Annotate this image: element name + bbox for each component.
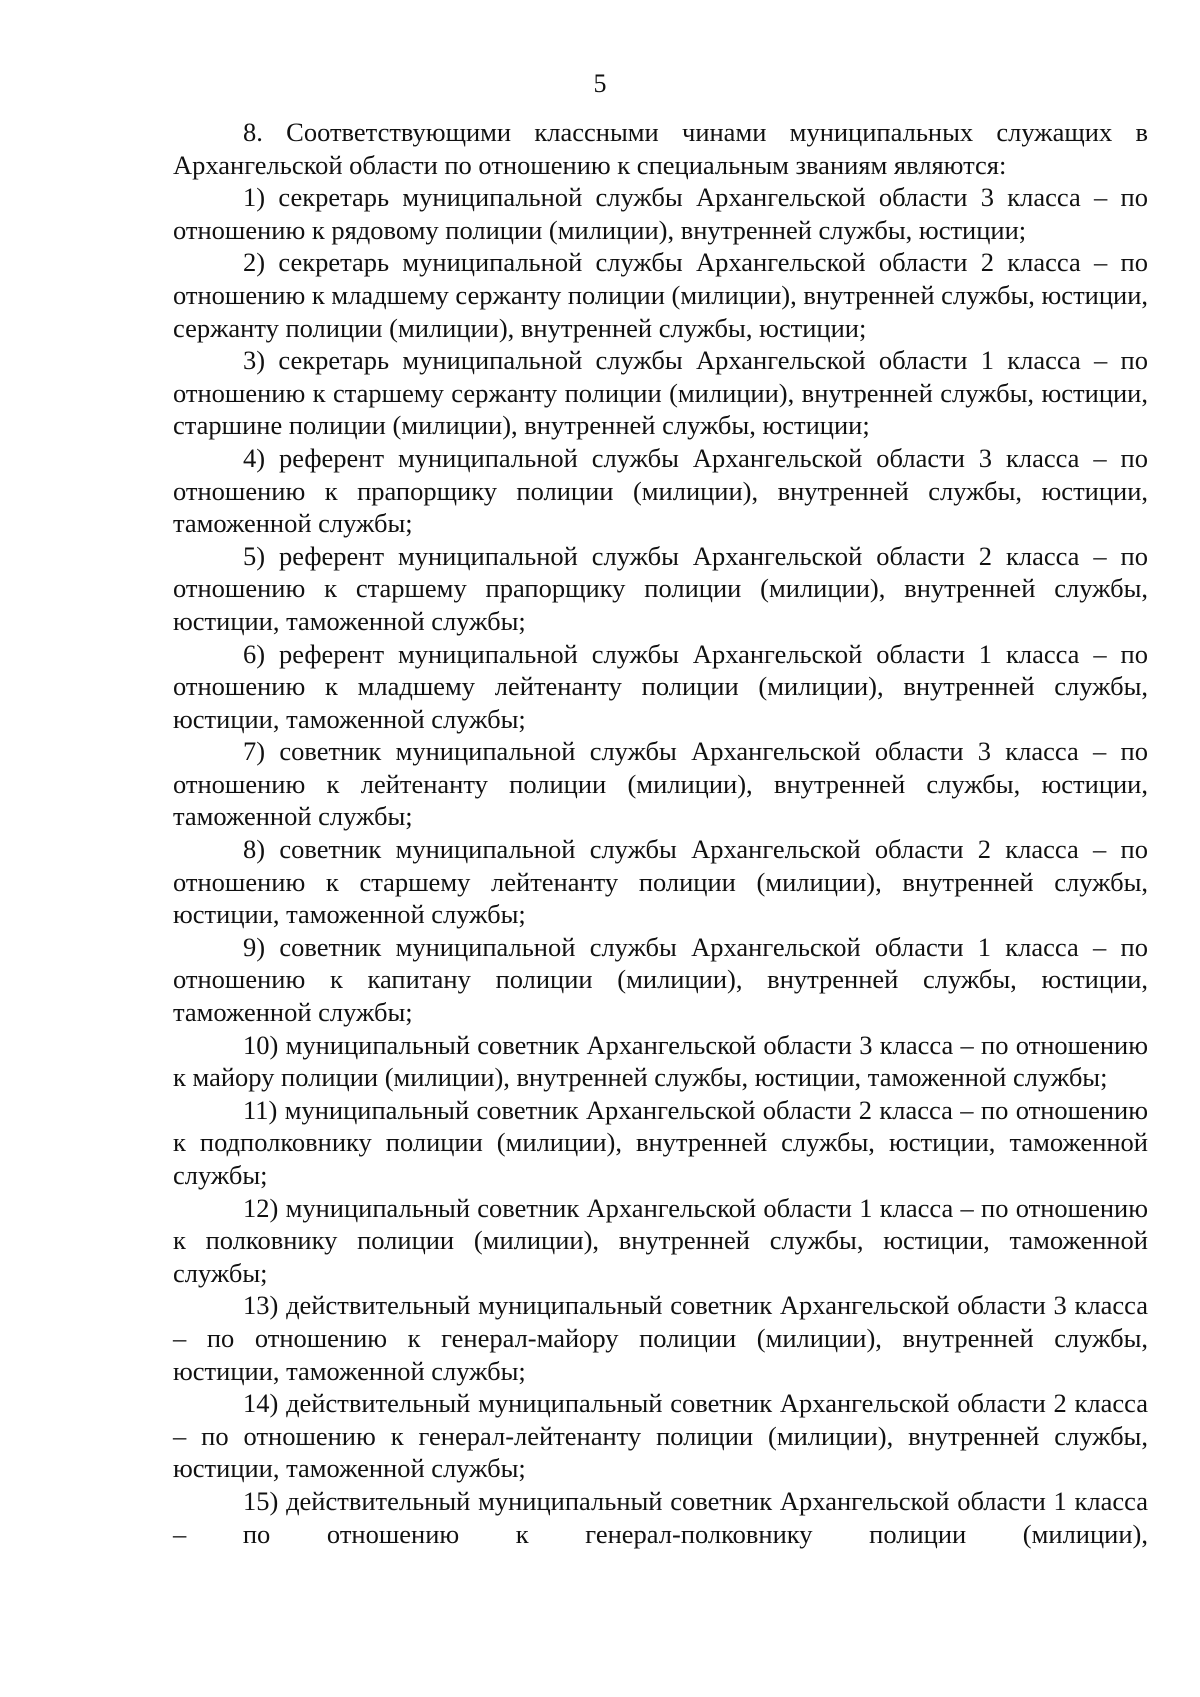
list-item-8: 8) советник муниципальной службы Архангельской области 2 класса – по отношению к старшему лейтенанту полиции (милиции), внутренней службы, юстиции, таможенной службы; (173, 834, 1148, 930)
list-item-12: 12) муниципальный советник Архангельской области 1 класса – по отношению к полковнику полиции (милиции), внутренней службы, юстиции, таможенной службы; (173, 1192, 1148, 1288)
body-text (173, 116, 1148, 1550)
list-item-15: 15) действительный муниципальный советник Архангельской области 1 класса – по отношению к генерал-полковнику полиции (милиции), (173, 1485, 1148, 1549)
list-item-4: 4) референт муниципальной службы Архангельской области 3 класса – по отношению к прапорщику полиции (милиции), внутренней службы, юстиции, таможенной службы; (173, 442, 1148, 539)
page-number: 5 (593, 69, 607, 98)
list-item-13: 13) действительный муниципальный советник Архангельской области 3 класса – по отношению к генерал-майору полиции (милиции), внутренней службы, юстиции, таможенной службы; (173, 1290, 1148, 1386)
list-item-6: 6) референт муниципальной службы Архангельской области 1 класса – по отношению к младшему лейтенанту полиции (милиции), внутренней службы, юстиции, таможенной службы; (173, 638, 1148, 734)
list-item-5: 5) референт муниципальной службы Архангельской области 2 класса – по отношению к старшему прапорщику полиции (милиции), внутренней службы, юстиции, таможенной службы; (173, 540, 1148, 636)
list-item-10: 10) муниципальный советник Архангельской области 3 класса – по отношению к майору полиции (милиции), внутренней службы, юстиции, таможенной службы; (173, 1029, 1148, 1093)
list-item-3: 3) секретарь муниципальной службы Архангельской области 1 класса – по отношению к старшему сержанту полиции (милиции), внутренней службы, юстиции, старшине полиции (милиции), внутренней службы, юстиции; (173, 345, 1148, 441)
list-item-14: 14) действительный муниципальный советник Архангельской области 2 класса – по отношению к генерал-лейтенанту полиции (милиции), внутренней службы, юстиции, таможенной службы; (173, 1388, 1148, 1484)
list-item-2: 2) секретарь муниципальной службы Архангельской области 2 класса – по отношению к младшему сержанту полиции (милиции), внутренней службы, юстиции, сержанту полиции (милиции), внутренней службы, юстиции; (173, 247, 1149, 343)
list-item-1: 1) секретарь муниципальной службы Архангельской области 3 класса – по отношению к рядовому полиции (милиции), внутренней службы, юстиции; (173, 182, 1148, 245)
list-item-7: 7) советник муниципальной службы Архангельской области 3 класса – по отношению к лейтенанту полиции (милиции), внутренней службы, юстиции, таможенной службы; (173, 736, 1148, 832)
list-item-11: 11) муниципальный советник Архангельской области 2 класса – по отношению к подполковнику полиции (милиции), внутренней службы, юстиции, таможенной службы; (173, 1094, 1148, 1190)
paragraph-intro: 8. Соответствующими классными чинами муниципальных служащих в Архангельской области по отношению к специальным званиям являются: (173, 117, 1148, 180)
list-item-9: 9) советник муниципальной службы Архангельской области 1 класса – по отношению к капитану полиции (милиции), внутренней службы, юстиции, таможенной службы; (173, 931, 1148, 1028)
